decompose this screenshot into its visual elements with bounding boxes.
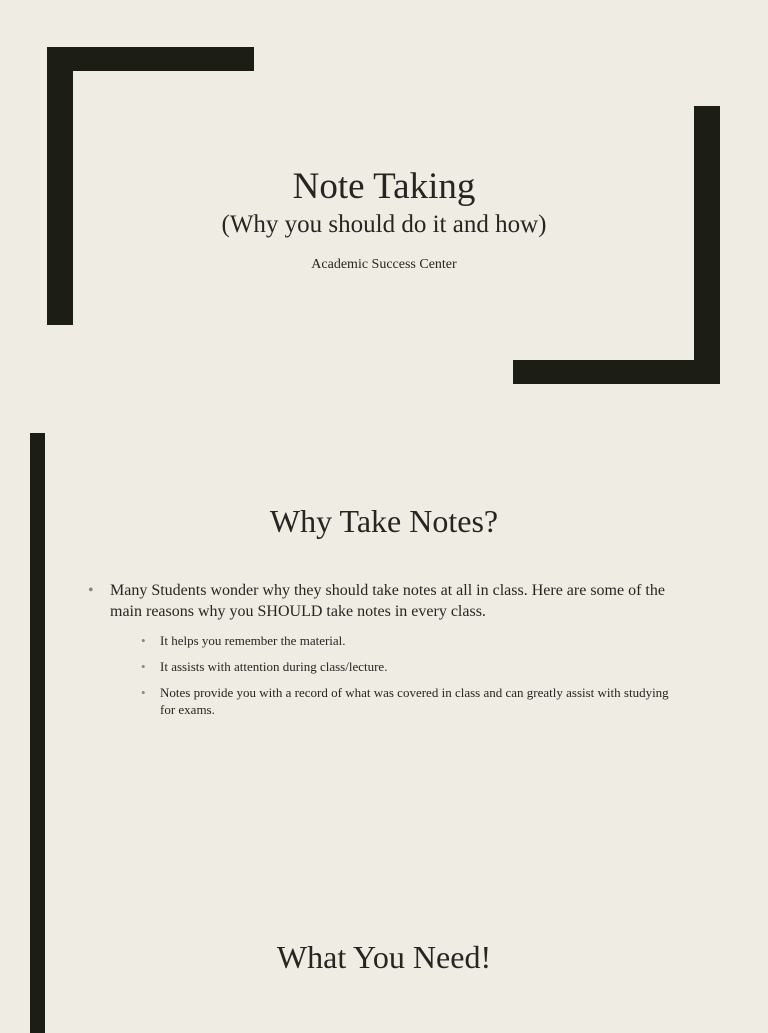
title-slide bbox=[0, 0, 768, 410]
sub-bullet-item bbox=[110, 658, 678, 675]
bullet-dot-icon: • bbox=[141, 685, 146, 700]
frame-top-left-horizontal bbox=[47, 47, 254, 71]
bullet-item bbox=[88, 580, 678, 718]
sub-bullet-item bbox=[110, 684, 678, 718]
sub-bullet-text: It assists with attention during class/lecture. bbox=[160, 659, 388, 674]
bullet-list bbox=[88, 580, 678, 718]
bullet-dot-icon: • bbox=[88, 582, 94, 599]
bullet-text: Many Students wonder why they should take notes at all in class. Here are some of the main reasons why you SHOULD take notes in every class. bbox=[110, 582, 665, 620]
sub-bullet-text: Notes provide you with a record of what was covered in class and can greatly assist with studying for exams. bbox=[160, 685, 669, 717]
slide-title: Note Taking bbox=[292, 166, 476, 207]
frame-bottom-right-horizontal bbox=[513, 360, 720, 384]
sub-bullet-item bbox=[110, 632, 678, 649]
slide-subtitle: (Why you should do it and how) bbox=[221, 211, 547, 238]
slide-heading: Why Take Notes? bbox=[269, 503, 499, 539]
bullet-dot-icon: • bbox=[141, 633, 146, 648]
slide-author: Academic Success Center bbox=[311, 257, 457, 272]
sub-bullet-list bbox=[110, 632, 678, 718]
sub-bullet-text: It helps you remember the material. bbox=[160, 633, 346, 648]
content-slide bbox=[0, 410, 768, 1024]
frame-bottom-right-vertical bbox=[694, 106, 720, 384]
next-slide-heading: What You Need! bbox=[276, 939, 492, 975]
bullet-dot-icon: • bbox=[141, 659, 146, 674]
